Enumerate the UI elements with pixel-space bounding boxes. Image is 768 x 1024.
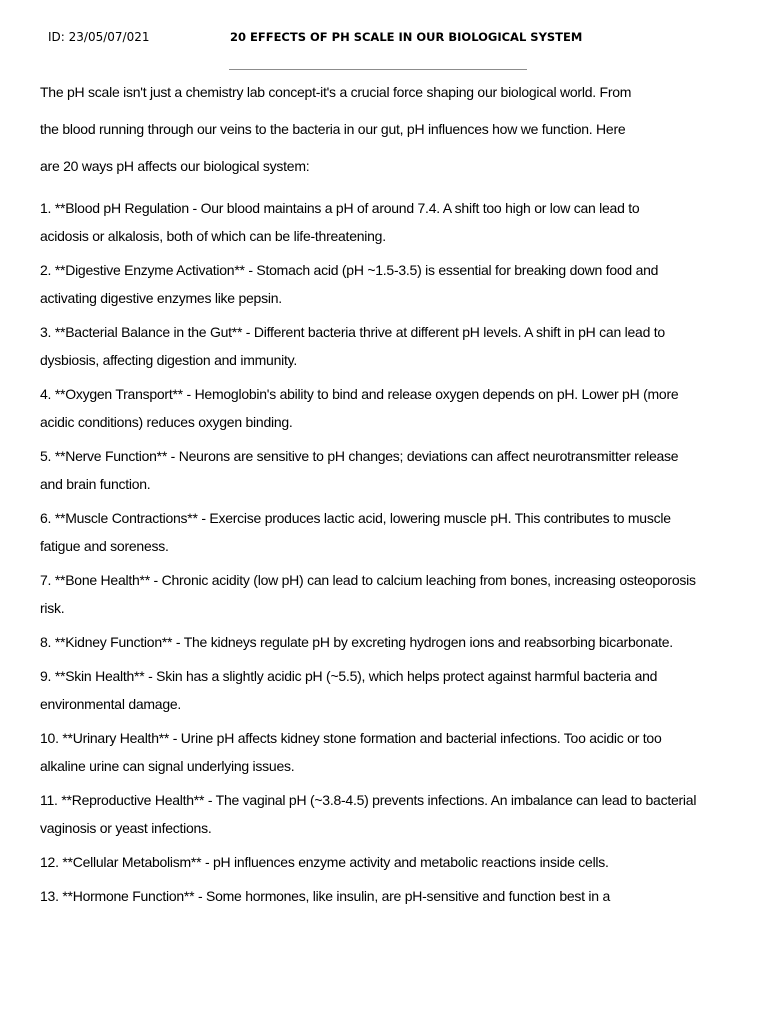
list-item-line: alkaline urine can signal underlying issues. [40, 758, 295, 774]
intro-line: The pH scale isn't just a chemistry lab concept-it's a crucial force shaping our biological world. From [40, 84, 632, 100]
list-item [40, 506, 740, 558]
list-item-line: acidic conditions) reduces oxygen binding. [40, 414, 293, 430]
list-item [40, 320, 740, 372]
list-item [40, 788, 740, 840]
list-item [40, 850, 740, 874]
list-item [40, 630, 740, 654]
intro-paragraph [40, 80, 740, 191]
list-item-line: 10. **Urinary Health** - Urine pH affects kidney stone formation and bacterial infections. Too acidic or too [40, 730, 662, 746]
list-item-line: acidosis or alkalosis, both of which can be life-threatening. [40, 228, 386, 244]
list-item-line: and brain function. [40, 476, 151, 492]
list-item-line: 11. **Reproductive Health** - The vaginal pH (~3.8-4.5) prevents infections. An imbalance can lead to bacterial [40, 792, 697, 808]
list-item-line: 6. **Muscle Contractions** - Exercise produces lactic acid, lowering muscle pH. This contributes to muscle [40, 510, 671, 526]
list-item-line: 13. **Hormone Function** - Some hormones, like insulin, are pH-sensitive and function best in a [40, 888, 610, 904]
list-item [40, 444, 740, 496]
list-item-line: 5. **Nerve Function** - Neurons are sensitive to pH changes; deviations can affect neurotransmitter release [40, 448, 679, 464]
list-item-line: 12. **Cellular Metabolism** - pH influences enzyme activity and metabolic reactions inside cells. [40, 854, 609, 870]
list-item-line: 8. **Kidney Function** - The kidneys regulate pH by excreting hydrogen ions and reabsorbing bicarbonate. [40, 634, 673, 650]
document-id: ID: 23/05/07/021 [48, 30, 150, 44]
intro-line: the blood running through our veins to the bacteria in our gut, pH influences how we function. Here [40, 121, 626, 137]
list-item-line: 1. **Blood pH Regulation - Our blood maintains a pH of around 7.4. A shift too high or low can lead to [40, 200, 640, 216]
list-item-line: vaginosis or yeast infections. [40, 820, 212, 836]
list-item [40, 884, 740, 908]
list-item [40, 382, 740, 434]
list-item-line: risk. [40, 600, 65, 616]
list-item-line: 7. **Bone Health** - Chronic acidity (low pH) can lead to calcium leaching from bones, increasing osteoporosis [40, 572, 696, 588]
title-underline [229, 69, 527, 70]
list-item-line: 4. **Oxygen Transport** - Hemoglobin's ability to bind and release oxygen depends on pH. Lower pH (more [40, 386, 679, 402]
list-item-line: activating digestive enzymes like pepsin. [40, 290, 282, 306]
document-title: 20 EFFECTS OF PH SCALE IN OUR BIOLOGICAL SYSTEM [230, 30, 583, 44]
list-item-line: dysbiosis, affecting digestion and immunity. [40, 352, 297, 368]
list-item-line: 9. **Skin Health** - Skin has a slightly acidic pH (~5.5), which helps protect against harmful bacteria and [40, 668, 658, 684]
list-item [40, 568, 740, 620]
list-item [40, 664, 740, 716]
list-item-line: 2. **Digestive Enzyme Activation** - Stomach acid (pH ~1.5-3.5) is essential for breaking down food and [40, 262, 659, 278]
list-item [40, 196, 740, 248]
list-item [40, 258, 740, 310]
effects-list [40, 196, 740, 918]
list-item-line: 3. **Bacterial Balance in the Gut** - Different bacteria thrive at different pH levels. A shift in pH can lead to [40, 324, 665, 340]
list-item-line: fatigue and soreness. [40, 538, 169, 554]
intro-line: are 20 ways pH affects our biological system: [40, 158, 310, 174]
list-item-line: environmental damage. [40, 696, 182, 712]
list-item [40, 726, 740, 778]
